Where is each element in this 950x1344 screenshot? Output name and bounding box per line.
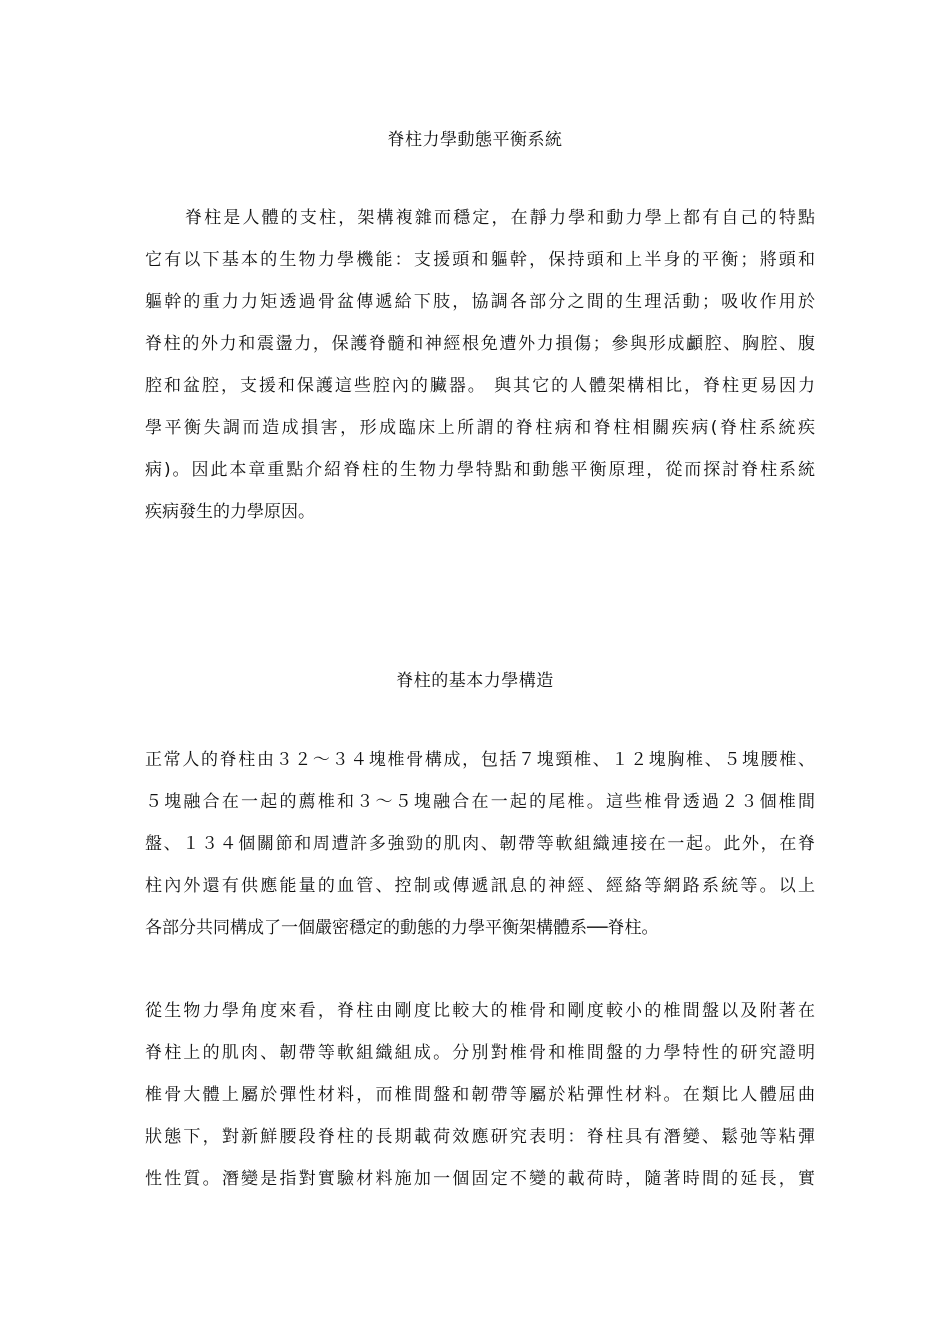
paragraph-line: 脊柱是人體的支柱，架構複雜而穩定，在靜力學和動力學上都有自己的特點 [185,208,815,228]
paragraph-line: 脊柱上的肌肉、韌帶等軟組織組成。分別對椎骨和椎間盤的力學特性的研究證明 [145,1043,815,1063]
section-title-biomechanics-balance: 脊柱力學動態平衡系統 [387,130,563,150]
paragraph-line: 學平衡失調而造成損害，形成臨床上所謂的脊柱病和脊柱相關疾病(脊柱系統疾 [145,418,815,438]
paragraph-line: 病)。因此本章重點介紹脊柱的生物力學特點和動態平衡原理，從而探討脊柱系統 [145,460,815,480]
paragraph-line: 狀態下，對新鮮腰段脊柱的長期載荷效應研究表明：脊柱具有潛變、鬆弛等粘彈 [145,1127,815,1147]
intro-paragraph [145,206,815,542]
paragraph-line: 軀幹的重力力矩透過骨盆傳遞給下肢，協調各部分之間的生理活動；吸收作用於 [145,292,815,312]
paragraph-line: 椎骨大體上屬於彈性材料，而椎間盤和韌帶等屬於粘彈性材料。在類比人體屈曲 [145,1085,815,1105]
paragraph-line: ５塊融合在一起的薦椎和３～５塊融合在一起的尾椎。這些椎骨透過２３個椎間 [145,792,815,812]
section-title-basic-structure: 脊柱的基本力學構造 [396,671,554,691]
paragraph-line: 從生物力學角度來看，脊柱由剛度比較大的椎骨和剛度較小的椎間盤以及附著在 [145,1001,815,1021]
paragraph-line: 性性質。潛變是指對實驗材料施加一個固定不變的載荷時，隨著時間的延長，實 [145,1169,815,1189]
paragraph-line: 腔和盆腔，支援和保護這些腔內的臟器。 與其它的人體架構相比，脊柱更易因力 [145,376,815,396]
structure-paragraph [145,748,815,958]
paragraph-line: 盤、１３４個關節和周遭許多強勁的肌肉、韌帶等軟組織連接在一起。此外，在脊 [145,834,815,854]
paragraph-line: 各部分共同構成了一個嚴密穩定的動態的力學平衡架構體系──脊柱。 [145,918,659,938]
paragraph-line: 柱內外還有供應能量的血管、控制或傳遞訊息的神經、經絡等網路系統等。以上 [145,876,815,896]
biomechanics-paragraph [145,999,815,1209]
paragraph-line: 正常人的脊柱由３２～３４塊椎骨構成，包括７塊頸椎、１２塊胸椎、５塊腰椎、 [145,750,815,770]
paragraph-line: 脊柱的外力和震盪力，保護脊髓和神經根免遭外力損傷；參與形成顱腔、胸腔、腹 [145,334,815,354]
paragraph-line: 它有以下基本的生物力學機能：支援頭和軀幹，保持頭和上半身的平衡；將頭和 [145,250,815,270]
paragraph-line: 疾病發生的力學原因。 [145,502,315,522]
